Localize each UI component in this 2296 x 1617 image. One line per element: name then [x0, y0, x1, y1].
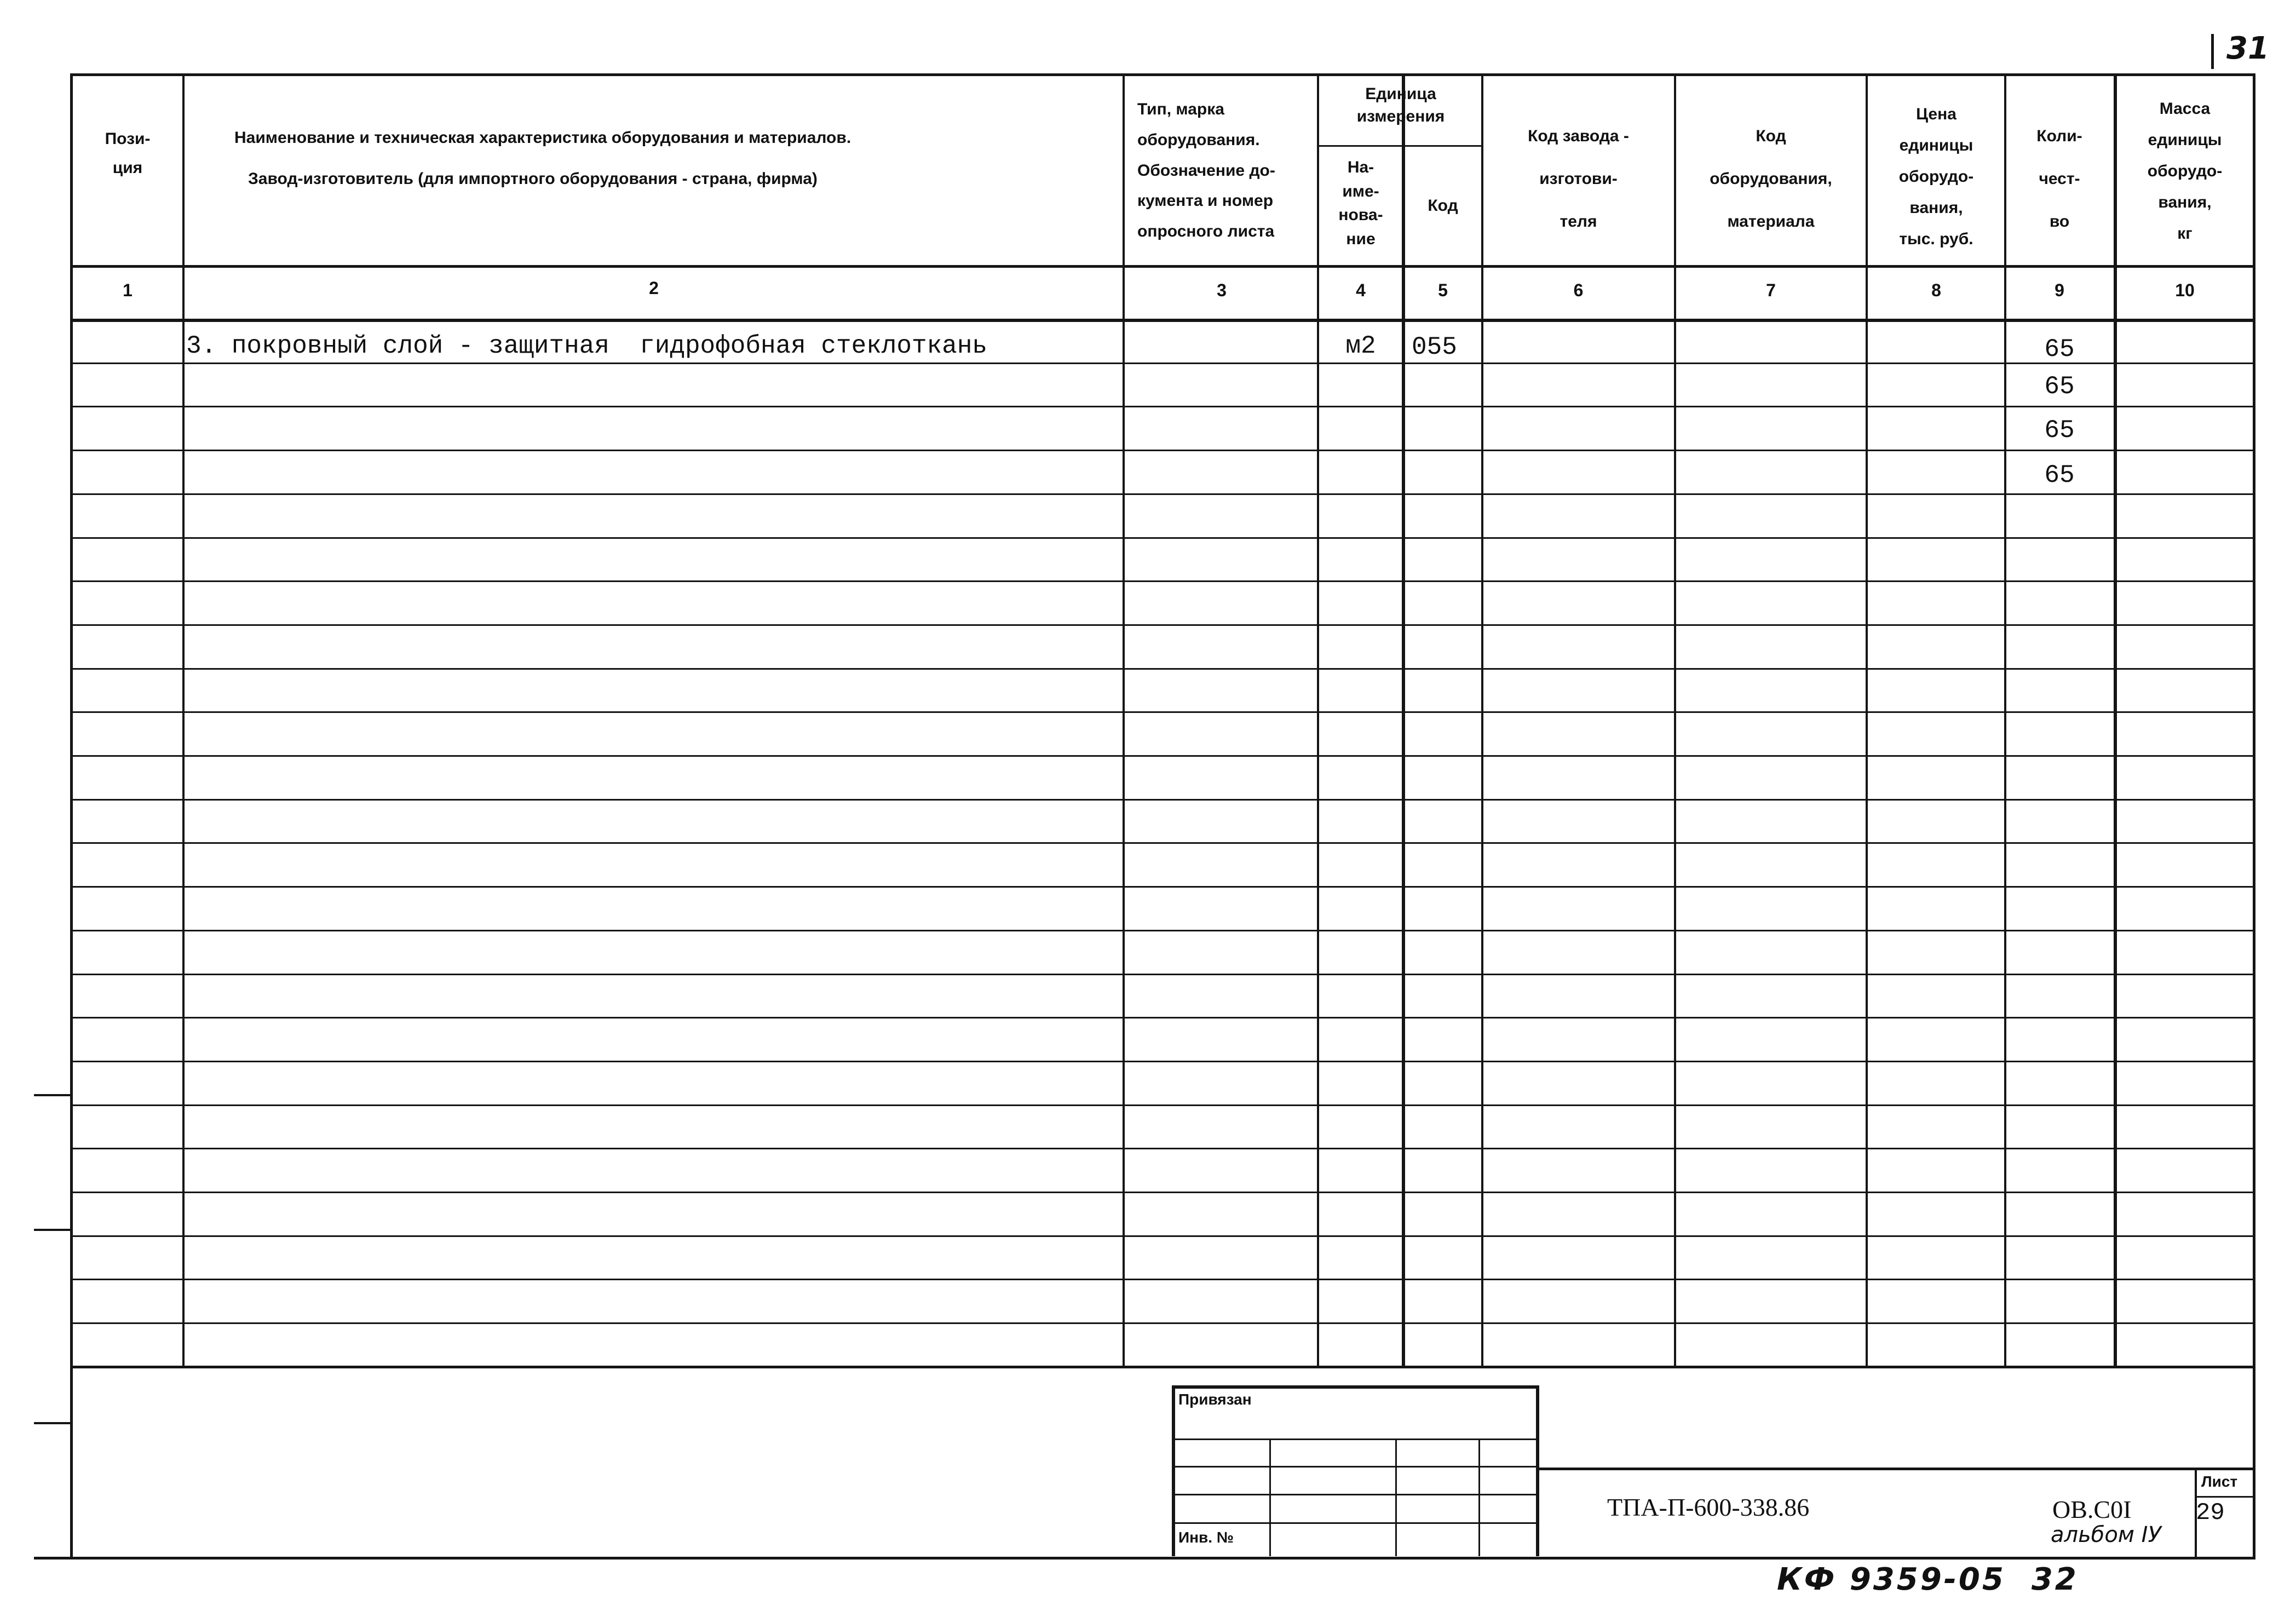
- header-line: На-: [1347, 158, 1374, 176]
- row-4-quantity: 65: [2044, 461, 2075, 490]
- corner-page-number: 31: [2226, 31, 2269, 66]
- table-row-line: [70, 1148, 2255, 1149]
- sheet-box-line: [2195, 1496, 2255, 1498]
- header-line: единицы: [2148, 131, 2222, 149]
- table-row-line: [70, 668, 2255, 670]
- header-name: [185, 117, 1116, 199]
- column-number: 5: [1438, 280, 1448, 300]
- header-line: Наименование и техническая характеристика оборудования и материалов.: [234, 129, 851, 147]
- header-line: Масса: [2159, 100, 2211, 118]
- table-row-line: [70, 711, 2255, 713]
- footer-code: КФ 9359-05 32: [1777, 1562, 2079, 1597]
- table-column-line: [2004, 73, 2006, 1368]
- row-1-name: 3. покровный слой - защитная гидрофобная стеклоткань: [186, 332, 988, 360]
- album-label: альбом IУ: [2051, 1522, 2161, 1547]
- table-row-line: [70, 930, 2255, 931]
- stamp-box-line: [1172, 1494, 1539, 1495]
- header-line: изготови-: [1539, 170, 1618, 188]
- header-quantity: [2007, 115, 2112, 243]
- header-line: нова-: [1338, 206, 1383, 224]
- stamp-box-left-border: [1172, 1385, 1175, 1556]
- column-number: 9: [2055, 280, 2064, 300]
- header-line: Завод-изготовитель (для импортного оборудования - страна, фирма): [248, 170, 818, 188]
- header-line: оборудо-: [1898, 168, 1974, 186]
- inventory-label: Инв. №: [1178, 1529, 1234, 1546]
- header-line: Код завода -: [1528, 127, 1629, 145]
- row-3-quantity: 65: [2044, 416, 2075, 445]
- column-number: 7: [1766, 280, 1776, 300]
- table-row-line: [70, 537, 2255, 539]
- table-row-line: [70, 362, 2255, 364]
- row-2-quantity: 65: [2044, 372, 2075, 401]
- sheet-code: ОВ.С0I: [2052, 1495, 2132, 1523]
- stamp-box-line: [1172, 1522, 1539, 1524]
- header-line: Тип, марка: [1137, 100, 1224, 118]
- table-row-line: [70, 974, 2255, 975]
- table-row-line: [70, 1279, 2255, 1280]
- stamp-box-line: [1172, 1466, 1539, 1468]
- table-row-line: [70, 1061, 2255, 1062]
- stamp-box-line: [1478, 1438, 1480, 1556]
- table-row-line: [70, 1192, 2255, 1193]
- table-column-line: [2114, 73, 2117, 1368]
- column-number: 10: [2175, 280, 2195, 300]
- header-line: Коли-: [2036, 127, 2082, 145]
- header-line: Цена: [1916, 105, 1957, 123]
- header-line: оборудования.: [1137, 130, 1260, 149]
- header-line: Пози-: [105, 130, 151, 148]
- header-line: ние: [1346, 229, 1376, 248]
- header-line: единицы: [1899, 136, 1973, 154]
- column-number: 8: [1931, 280, 1941, 300]
- table-row-line: [70, 493, 2255, 495]
- table-row-line: [70, 624, 2255, 626]
- table-column-line: [1123, 73, 1125, 1368]
- column-number: 4: [1356, 280, 1366, 300]
- stamp-box-right-border: [1536, 1385, 1539, 1556]
- header-line: Код: [1756, 127, 1786, 145]
- table-row-line: [70, 1104, 2255, 1106]
- column-number: 3: [1217, 280, 1227, 300]
- row-1-unit-code: 055: [1412, 333, 1457, 361]
- header-item-code: [1677, 115, 1865, 243]
- sheet-number: 29: [2196, 1499, 2225, 1527]
- header-line: име-: [1342, 182, 1379, 200]
- table-row-line: [70, 755, 2255, 757]
- row-1-quantity: 65: [2044, 335, 2075, 364]
- stamp-box-line: [1395, 1438, 1397, 1556]
- table-column-line: [1317, 73, 1319, 1368]
- column-number-bottom-line: [70, 319, 2255, 322]
- header-unit-group: [1320, 83, 1482, 128]
- header-line: вания,: [1909, 199, 1963, 217]
- table-row-line: [70, 406, 2255, 407]
- header-line: Код: [1428, 197, 1458, 215]
- header-line: чест-: [2039, 170, 2080, 188]
- header-line: Единица: [1365, 85, 1436, 103]
- table-row-line: [70, 842, 2255, 844]
- table-bottom-line: [70, 1366, 2255, 1368]
- header-line: во: [2049, 212, 2070, 231]
- header-line: материала: [1727, 212, 1815, 231]
- table-column-line: [1402, 73, 1405, 1368]
- stamp-box-line: [1172, 1438, 1539, 1440]
- document-code: ТПА-П-600-338.86: [1607, 1493, 1810, 1521]
- stamp-box-top-border: [1172, 1385, 1539, 1389]
- sheet-label: Лист: [2201, 1473, 2238, 1490]
- header-line: теля: [1560, 212, 1597, 231]
- header-line: Обозначение до-: [1137, 161, 1275, 180]
- header-line: вания,: [2158, 193, 2212, 211]
- header-bottom-line: [70, 265, 2255, 268]
- title-line: [1536, 1468, 2255, 1470]
- header-mass: [2116, 93, 2253, 249]
- header-unit-name: [1320, 156, 1402, 251]
- attached-label: Привязан: [1178, 1391, 1252, 1408]
- header-line: опросного листа: [1137, 222, 1275, 241]
- table-column-line: [1866, 73, 1868, 1368]
- header-line: измерения: [1356, 107, 1445, 125]
- table-row-line: [70, 799, 2255, 801]
- header-line: кг: [2177, 225, 2193, 243]
- header-line: оборудо-: [2147, 162, 2223, 180]
- header-price: [1868, 99, 2004, 255]
- table-column-line: [1481, 73, 1483, 1368]
- table-row-line: [70, 886, 2255, 888]
- unit-group-divider: [1317, 145, 1481, 147]
- stamp-box-line: [1269, 1438, 1271, 1556]
- row-1-unit-name: м2: [1345, 332, 1376, 360]
- header-line: тыс. руб.: [1899, 230, 1973, 248]
- table-row-line: [70, 450, 2255, 451]
- table-column-line: [1674, 73, 1676, 1368]
- header-line: оборудования,: [1710, 170, 1832, 188]
- table-row-line: [70, 1017, 2255, 1018]
- table-row-line: [70, 1235, 2255, 1237]
- header-type: [1125, 94, 1330, 247]
- column-number: 2: [649, 278, 659, 298]
- column-number: 6: [1573, 280, 1584, 300]
- header-unit-code: [1405, 192, 1481, 221]
- table-row-line: [70, 1322, 2255, 1324]
- table-column-line: [182, 73, 185, 1368]
- title-block: [0, 0, 1, 1]
- table-row-line: [70, 580, 2255, 582]
- header-line: ция: [112, 158, 143, 177]
- header-position: [73, 125, 182, 182]
- header-line: кумента и номер: [1137, 192, 1274, 210]
- column-number: 1: [123, 280, 133, 300]
- header-maker-code: [1484, 115, 1673, 243]
